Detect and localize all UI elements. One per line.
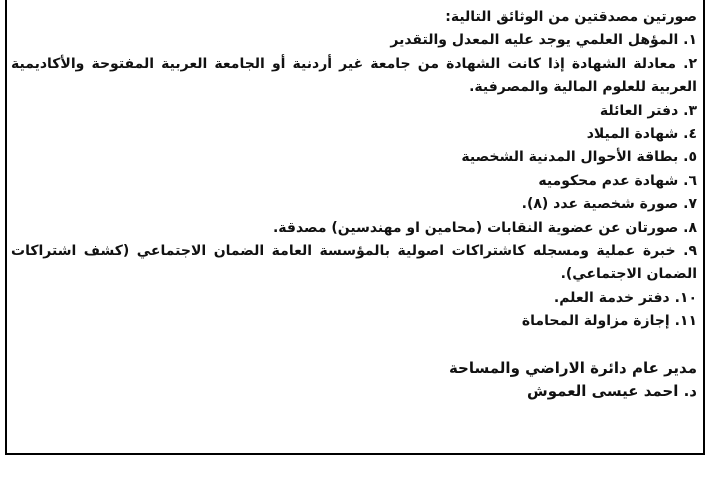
intro-line: صورتين مصدقتين من الوثائق التالية: bbox=[445, 9, 697, 25]
spacer bbox=[11, 333, 697, 356]
document-frame bbox=[5, 0, 705, 455]
list-item: ١. المؤهل العلمي يوجد عليه المعدل والتقدير bbox=[390, 32, 697, 49]
signature-name: د. احمد عيسى العموش bbox=[527, 382, 697, 401]
list-item: ٨. صورتان عن عضوية النقابات (محامين او مهندسين) مصدقة. bbox=[272, 219, 697, 236]
list-item: ١٠. دفتر خدمة العلم. bbox=[553, 289, 697, 306]
list-item: ٣. دفتر العائلة bbox=[599, 102, 697, 119]
list-item-continuation: الضمان الاجتماعي). bbox=[560, 266, 697, 283]
list-item: ٤. شهادة الميلاد bbox=[586, 125, 697, 142]
list-item-continuation: العربية للعلوم المالية والمصرفية. bbox=[469, 79, 697, 96]
list-item: ٩. خبرة عملية ومسجله كاشتراكات اصولية بالمؤسسة العامة الضمان الاجتماعي (كشف اشتراكات bbox=[11, 242, 697, 259]
list-item: ٢. معادلة الشهادة إذا كانت الشهادة من جامعة غير أردنية أو الجامعة العربية المفتوحة والأكاديمية bbox=[11, 55, 697, 72]
list-item: ٧. صورة شخصية عدد (٨). bbox=[521, 196, 697, 213]
document-body bbox=[11, 6, 697, 404]
list-item: ١١. إجازة مزاولة المحاماة bbox=[521, 313, 697, 330]
signature-title: مدير عام دائرة الاراضي والمساحة bbox=[448, 358, 697, 377]
list-item: ٥. بطاقة الأحوال المدنية الشخصية bbox=[461, 149, 697, 166]
list-item: ٦. شهادة عدم محكوميه bbox=[538, 172, 697, 189]
